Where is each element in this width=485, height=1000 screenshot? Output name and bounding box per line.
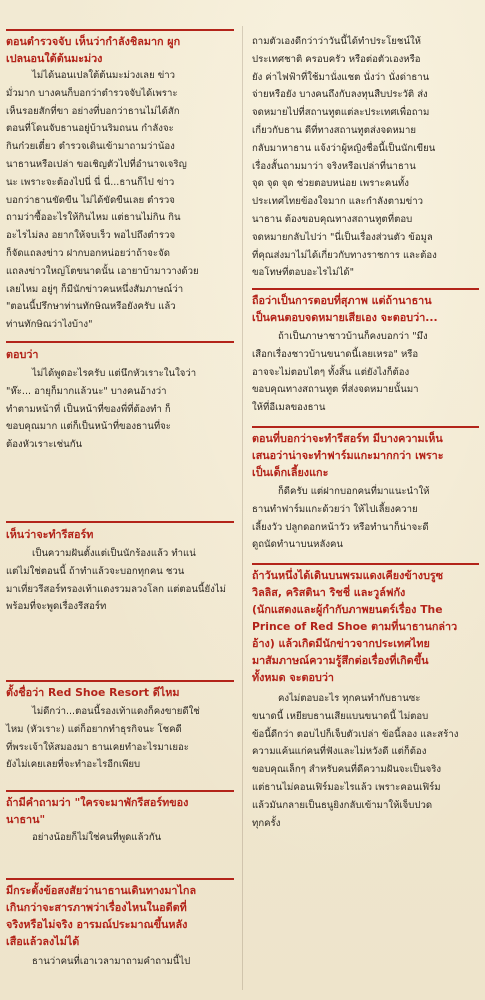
section-divider xyxy=(6,29,234,31)
question-heading: ตอนที่บอกว่าจะทำรีสอร์ท มีบางความเห็น เสนอว่าน่าจะทำฟาร์มแกะมากกว่า เพราะ เป็นเด็กเลี้ยงแกะ xyxy=(252,432,444,479)
answer-text: ก็ดีครับ แต่ฝากบอกคนที่มาแนะนำให้ ธานทำฟาร์มแกะด้วยว่า ให้ไปเลี้ยงควาย เลี้ยงวัว ปลูกดอกหน้าวัว หรือทำนาก็น่าจะดี ดูถนัดทำนาบนหลังคน xyxy=(252,486,430,551)
section-divider xyxy=(252,288,479,290)
left-column xyxy=(0,0,240,1000)
answer-text: ธานว่าคนที่เอาเวลามาถามคำถามนี้ไป xyxy=(32,956,191,967)
question-heading: ตั้งชื่อว่า Red Shoe Resort ดีไหม xyxy=(6,686,180,699)
answer-text: ถามตัวเองดีกว่าว่าวันนี้ได้ทำประโยชน์ให้ ประเทศชาติ ครอบครัว หรือต่อตัวเองหรือ ยัง ค่าไฟฟ้าที่ใช้มานั่งแชต นั่งว่า นั่งด่าธาน จ่ายหรือยัง บางคนถึงกับลงทุนสืบประวัติ ส่ง จดหมายไปที่สถานทูตแต่ละประเทศเพื่อถาม เกี่ยวกับธาน ดีที่ทางสถานทูตส่งจดหมาย กลับมาหาธาน แจ้งว่าผู้หญิงชื่อนี้เป็นนักเขียน เรื่องสั้นถามมาว่า จริงหรือเปล่าที่นาธาน จุด จุด จุด ช่วยตอบหน่อย เพราะคนทั้ง ประเทศไทยข้องใจมาก และกำลังตามข่าว นาธาน ต้องขอบคุณทางสถานทูตที่ตอบ จดหมายกลับไปว่า "นี่เป็นเรื่องส่วนตัว ข้อมูล ที่คุณส่งมาไม่ได้เกี่ยวกับทางราชการ และต้อง ขอโทษที่ตอบอะไรไม่ได้" xyxy=(252,36,437,279)
question-heading: เห็นว่าจะทำรีสอร์ท xyxy=(6,528,94,541)
answer-text: ไม่ได้พูดอะไรครับ แต่นึกหัวเราะในใจว่า "ห๊ะ... อายุก็มากแล้วนะ" บางคนอ้างว่า ทำตามหน้าที่ เป็นหน้าที่ของพี่ที่ต้องทำ ก็ ขอบคุณมาก แต่ก็เป็นหน้าที่ของธานที่จะ ต้องหัวเราะเช่นกัน xyxy=(6,368,197,451)
section-divider xyxy=(6,521,234,523)
column-rule xyxy=(242,26,243,990)
question-heading: ตอบว่า xyxy=(6,348,39,361)
answer-text: เป็นความฝันตั้งแต่เป็นนักร้องแล้ว ทำแน่ แต่ไม่ใช่ตอนนี้ ถ้าทำแล้วจะบอกทุกคน ชวน มาเที่ยวรีสอร์ทรองเท้าแดงรวมลวงโลก แต่ตอนนี้ยังไม่ พร้อมที่จะพูดเรื่องรีสอร์ท xyxy=(6,548,226,613)
right-column xyxy=(246,0,479,1000)
answer-text: ไม่ได้นอนเปลใต้ต้นมะม่วงเลย ข่าว มั่วมาก บางคนก็บอกว่าตำรวจจับได้เพราะ เห็นรอยสักที่ขา อย่างที่บอกว่าธานไม่ได้สัก ตอนที่โดนจับธานอยู่บ้านริมถนน กำลังจะ กินก๋วยเตี๋ยว ตำรวจเดินเข้ามาถามว่าน้อง นาธานหรือเปล่า ขอเชิญตัวไปที่อำนาจเจริญ นะ เพราะจะต้องไปนี่ นี่ นี่...ธานก็ไป ข่าว บอกว่าธานขัดขืน ไม่ได้ขัดขืนเลย ตำรวจ ถามว่าซื้ออะไรให้กินไหม แต่ธานไม่กิน กิน อะไรไม่ลง อยากให้จบเร็ว พอไปถึงตำรวจ ก็จัดแถลงข่าว ฝากบอกหน่อยว่าถ้าจะจัด แถลงข่าวใหญ่โตขนาดนั้น เอายาบ้ามาวางด้วย เลยไหม อยู่ๆ ก็มีนักข่าวคนหนึ่งสัมภาษณ์ว่า "ตอนนี้ปรึกษาท่านทักษิณหรือยังครับ แล้ว ท่านทักษิณว่าไงบ้าง" xyxy=(6,70,199,331)
answer-text: ไม่ดีกว่า...ตอนนี้รองเท้าแดงก็คงขายดีใช่ ไหม (หัวเราะ) แต่ก็อยากทำธุรกิจนะ โชคดี ที่พระเจ้าให้สมองมา ธานเคยทำอะไรมาเยอะ ยังไม่เคยเลยที่จะทำอะไรอีกเพียบ xyxy=(6,706,200,771)
section-divider xyxy=(6,680,234,682)
section-divider xyxy=(252,563,479,565)
question-heading: ถ้ามีคำถามว่า "ใครจะมาพักรีสอร์ทของ นาธาน" xyxy=(6,796,189,826)
question-heading: ถือว่าเป็นการตอบที่สุภาพ แต่ถ้านาธาน เป็นคนตอบจดหมายเสียเอง จะตอบว่า... xyxy=(252,294,438,324)
section-divider xyxy=(6,790,234,792)
section-divider xyxy=(6,341,234,343)
answer-text: อย่างน้อยก็ไม่ใช่คนที่พูดแล้วกัน xyxy=(32,832,162,843)
answer-text: คงไม่ตอบอะไร ทุกคนทำกับธานซะ ขนาดนี้ เหยียบธานเสียแบนขนาดนี้ ไม่ตอบ ข้อนี้ดีกว่า ตอบไปก็เจ็บตัวเปล่า ข้อนี้ลอง และสร้าง ความแค้นแก่คนที่ฟังและไม่หวังดี แต่ก็ต้อง ขอบคุณเล็กๆ สำหรับคนที่ดีความฝันจะเป็นจริง แต่ธานไม่คอนเฟิร์มอะไรแล้ว เพราะคอนเฟิร์ม แล้วมันกลายเป็นธนูยิงกลับเข้ามาให้เจ็บปวด ทุกครั้ง xyxy=(252,693,459,829)
question-heading: มีกระตั้งข้อสงสัยว่านาธานเดินทางมาไกล เกินกว่าจะสารภาพว่าเรื่องไหนในอดีตที่ จริงหรือไม่จริง อารมณ์ประมาณขึ้นหลัง เสือแล้วลงไม่ได้ xyxy=(6,884,197,948)
question-heading: ตอนตำรวจจับ เห็นว่ากำลังชิลมาก ผูก เปลนอนใต้ต้นมะม่วง xyxy=(6,35,181,65)
question-heading: ถ้าวันหนึ่งได้เดินบนพรมแดงเคียงข้างบรูซ วิลลิส, คริสตินา ริชชี่ และวูล์ฟกัง (นักแสดงและผู้กำกับภาพยนตร์เรื่อง The Prince of Red Shoe ตามที่นาธานกล่าว อ้าง) แล้วเกิดมีนักข่าวจากประเทศไทย มาสัมภาษณ์ความรู้สึกต่อเรื่องที่เกิดขึ้น ทั้งหมด จะตอบว่า xyxy=(252,569,458,684)
answer-text: ถ้าเป็นภาษาชาวบ้านก็คงบอกว่า "มึง เสือกเรื่องชาวบ้านขนาดนี้เลยเหรอ" หรือ อาจจะไม่ตอบไตๆ ทั้งสิ้น แต่ยังไงก็ต้อง ขอบคุณทางสถานทูต ที่ส่งจดหมายนั้นมา ให้ที่อีเมลของธาน xyxy=(252,331,428,414)
section-divider xyxy=(6,878,234,880)
section-divider xyxy=(252,426,479,428)
